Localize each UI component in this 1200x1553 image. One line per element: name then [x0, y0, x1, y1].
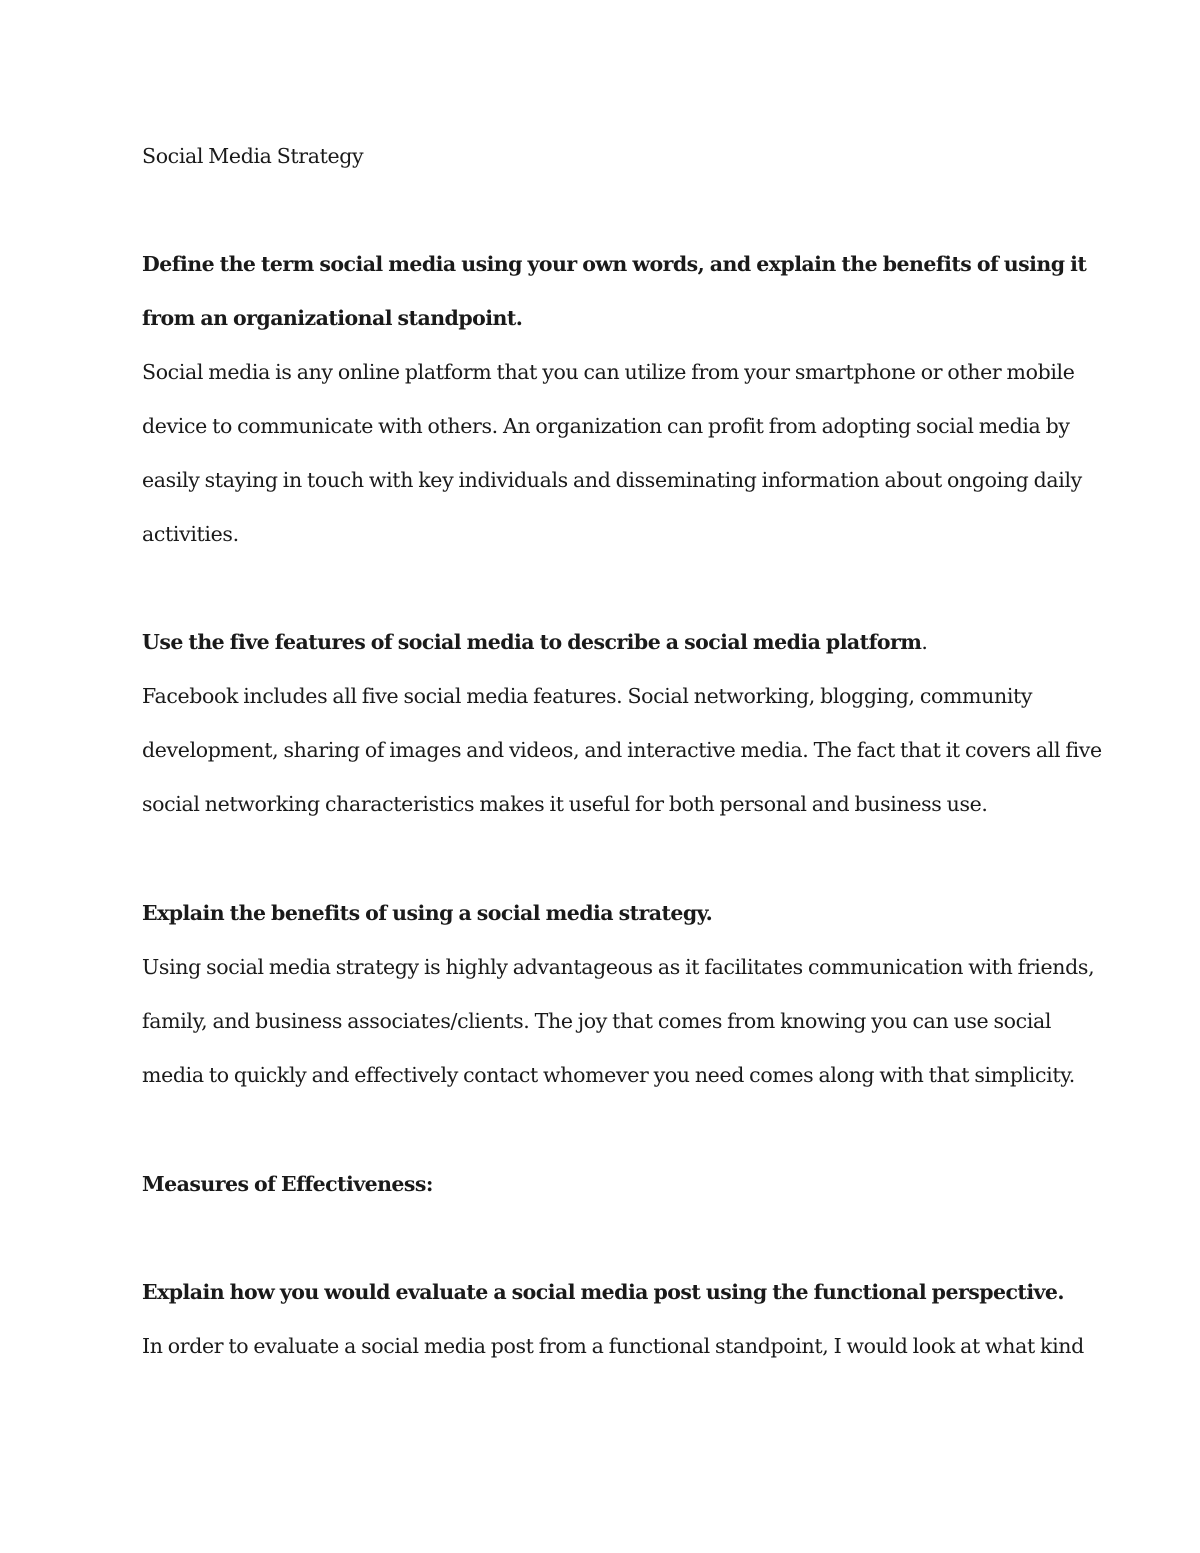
- question-heading-line: Explain how you would evaluate a social media post using the functional perspective.: [142, 1280, 1064, 1304]
- question-heading-line: Define the term social media using your own words, and explain the benefits of using it: [142, 252, 1087, 276]
- question-heading-line: [142, 632, 928, 653]
- answer-paragraph-line: easily staying in touch with key individuals and disseminating information about ongoing daily: [142, 468, 1082, 492]
- answer-paragraph-line: device to communicate with others. An organization can profit from adopting social media by: [142, 414, 1070, 438]
- answer-paragraph-line: activities.: [142, 522, 239, 546]
- answer-paragraph-line: social networking characteristics makes it useful for both personal and business use.: [142, 792, 988, 816]
- answer-paragraph-line: family, and business associates/clients. The joy that comes from knowing you can use social: [142, 1009, 1052, 1033]
- question-heading-text: Use the five features of social media to describe a social media platform: [142, 630, 922, 654]
- answer-paragraph-line: media to quickly and effectively contact whomever you need comes along with that simplicity.: [142, 1063, 1075, 1087]
- section-heading: Measures of Effectiveness:: [142, 1172, 433, 1196]
- answer-paragraph-line: In order to evaluate a social media post from a functional standpoint, I would look at what kind: [142, 1334, 1084, 1358]
- document-title: Social Media Strategy: [142, 144, 364, 168]
- answer-paragraph-line: Using social media strategy is highly advantageous as it facilitates communication with friends,: [142, 955, 1095, 979]
- answer-paragraph-line: Facebook includes all five social media features. Social networking, blogging, community: [142, 684, 1033, 708]
- question-heading-line: Explain the benefits of using a social media strategy.: [142, 901, 713, 925]
- question-heading-line: from an organizational standpoint.: [142, 306, 523, 330]
- answer-paragraph-line: Social media is any online platform that you can utilize from your smartphone or other mobile: [142, 360, 1075, 384]
- answer-paragraph-line: development, sharing of images and videos, and interactive media. The fact that it covers all five: [142, 738, 1102, 762]
- question-heading-period: .: [921, 630, 928, 654]
